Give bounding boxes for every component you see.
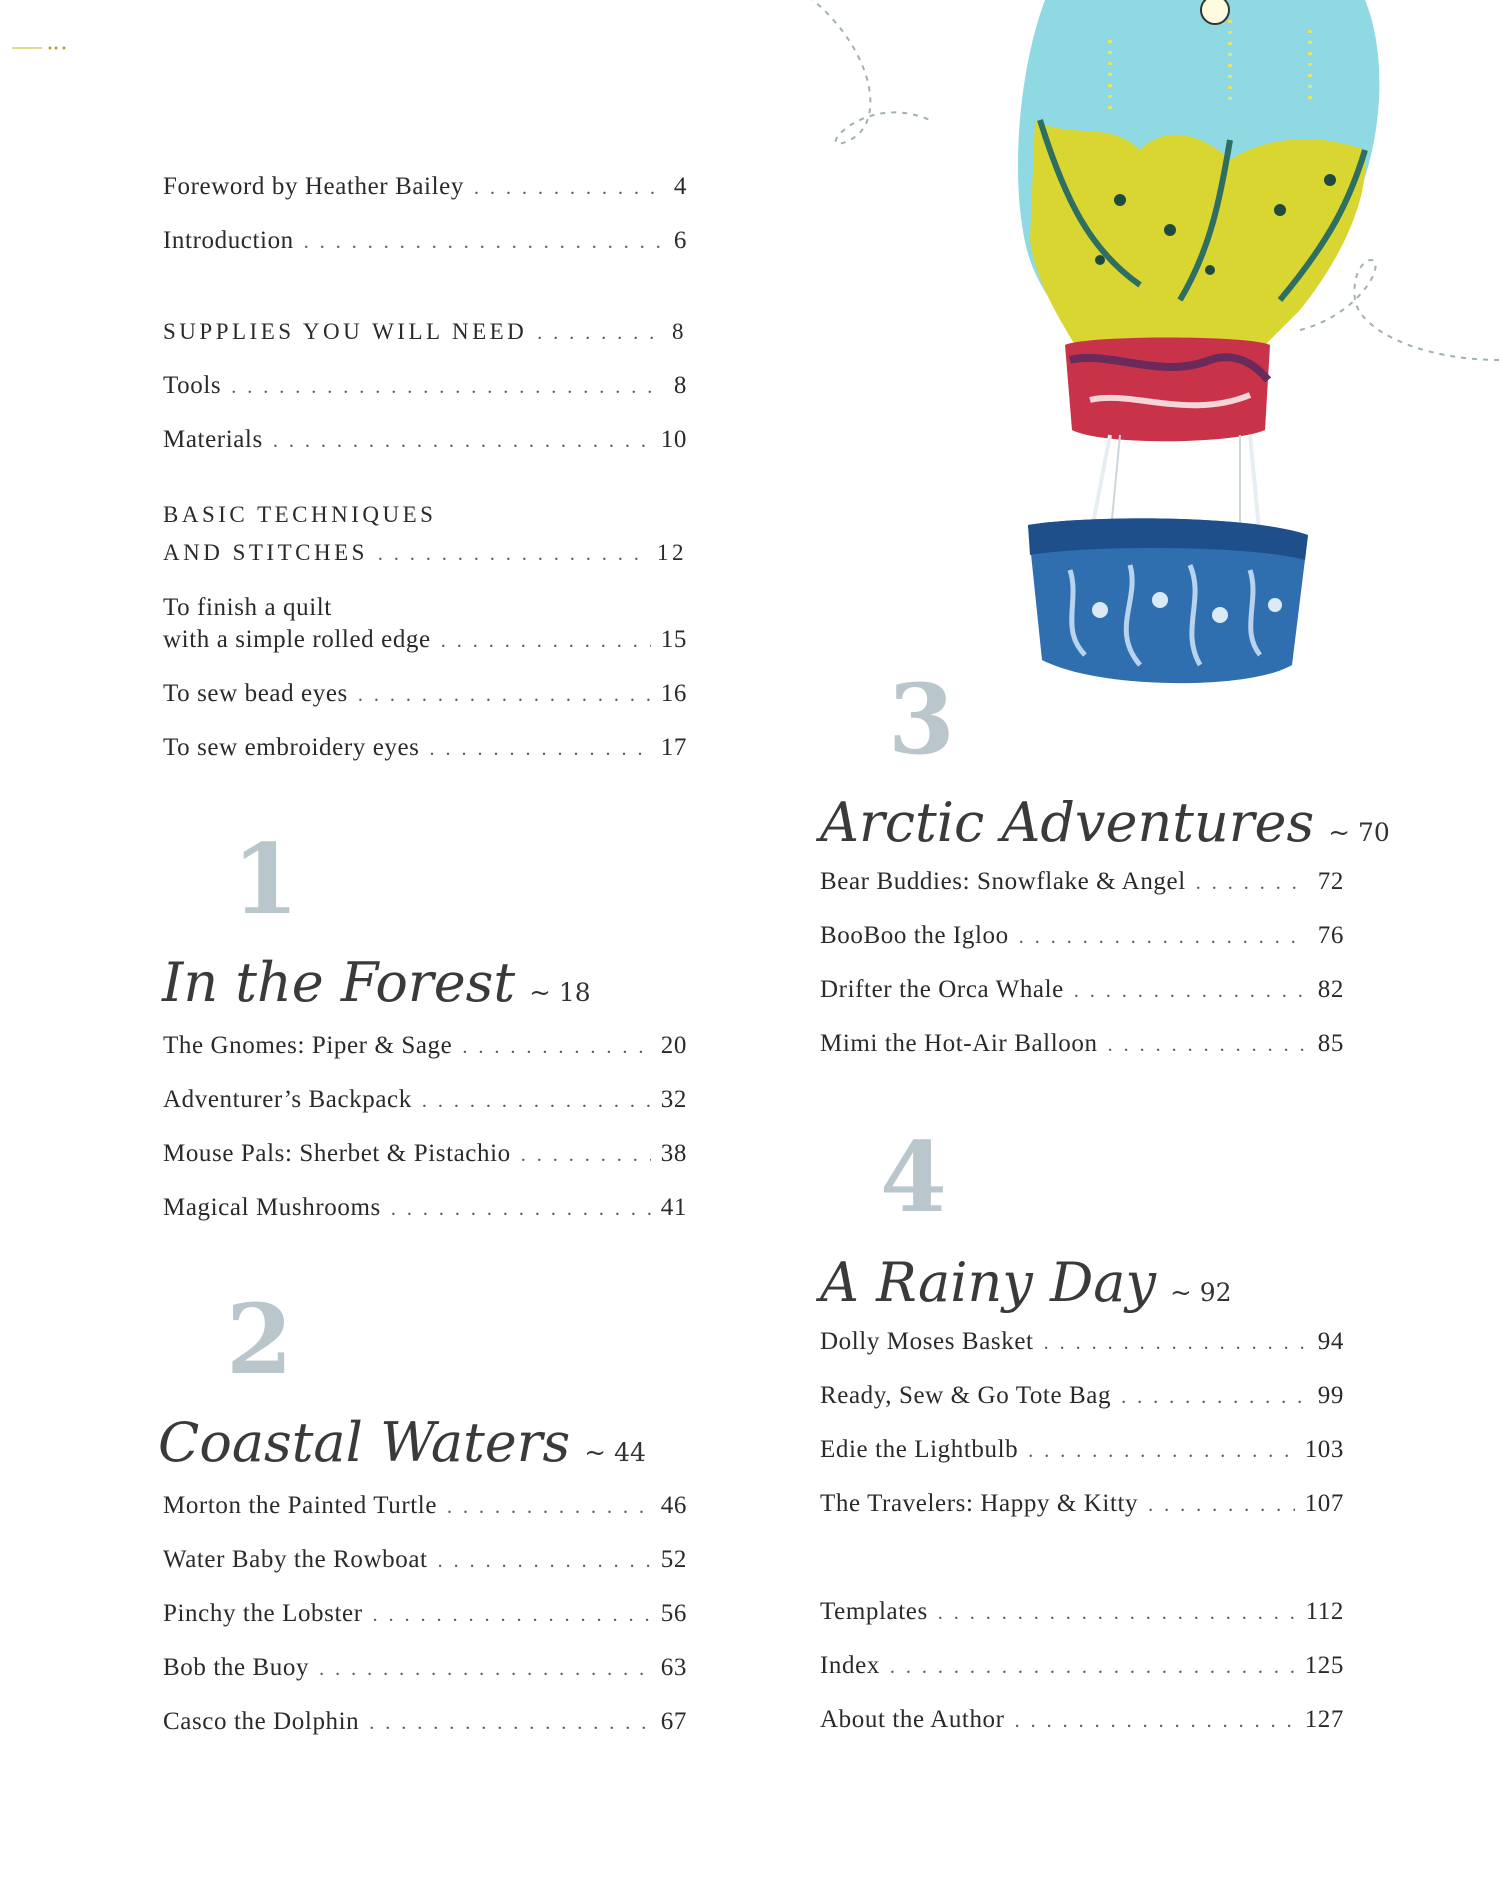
- toc-entry-page: 15: [660, 626, 687, 653]
- toc-entry-label: Morton the Painted Turtle: [163, 1492, 438, 1519]
- leader-dots: [391, 1198, 651, 1221]
- leader-dots: [1019, 926, 1308, 949]
- toc-entry-label: Edie the Lightbulb: [820, 1436, 1019, 1463]
- chapter-page: 70: [1358, 818, 1390, 847]
- toc-entry-lightbulb[interactable]: [820, 1436, 1344, 1464]
- toc-entry-page: 107: [1304, 1490, 1344, 1517]
- toc-entry-mouse-pals[interactable]: [163, 1140, 687, 1168]
- chapter-title-text: Arctic Adventures: [820, 791, 1315, 854]
- toc-entry-page: 82: [1317, 976, 1344, 1003]
- leader-dots: [1121, 1386, 1308, 1409]
- toc-entry-page: 20: [660, 1032, 687, 1059]
- toc-entry-buoy[interactable]: [163, 1654, 687, 1682]
- toc-entry-foreword[interactable]: [163, 173, 687, 201]
- toc-entry-label: Magical Mushrooms: [163, 1194, 381, 1221]
- toc-entry-gnomes[interactable]: [163, 1032, 687, 1060]
- leader-dots: [462, 1036, 650, 1059]
- title-dash: ~: [1169, 1278, 1192, 1308]
- chapter-page: 92: [1199, 1278, 1232, 1307]
- leader-dots: [304, 231, 664, 254]
- toc-entry-page: 52: [660, 1546, 687, 1573]
- leader-dots: [373, 1604, 651, 1627]
- toc-entry-page: 99: [1317, 1382, 1344, 1409]
- chapter-number: 2: [226, 1283, 293, 1396]
- chapter-title[interactable]: [820, 1251, 1232, 1314]
- chapter-page: 18: [558, 978, 591, 1007]
- chapter-title[interactable]: [158, 1411, 646, 1474]
- leader-dots: [231, 376, 664, 399]
- leader-dots: [1074, 980, 1308, 1003]
- toc-entry-bead-eyes[interactable]: [163, 680, 687, 708]
- toc-entry-page: 41: [660, 1194, 687, 1221]
- toc-entry-label: Foreword by Heather Bailey: [163, 173, 464, 200]
- hot-air-balloon-illustration: [810, 0, 1500, 720]
- toc-entry-page: 32: [660, 1086, 687, 1113]
- toc-entry-about-author[interactable]: [820, 1706, 1344, 1734]
- toc-entry-label: Drifter the Orca Whale: [820, 976, 1064, 1003]
- toc-entry-label-line1: To finish a quilt: [163, 594, 332, 621]
- leader-dots: [1044, 1332, 1308, 1355]
- toc-entry-label: Mouse Pals: Sherbet & Pistachio: [163, 1140, 511, 1167]
- toc-entry-page: 63: [660, 1654, 687, 1681]
- toc-entry-page: 17: [660, 734, 687, 761]
- toc-entry-igloo[interactable]: [820, 922, 1344, 950]
- toc-entry-page: 127: [1304, 1706, 1344, 1733]
- toc-entry-page: 4: [673, 173, 687, 200]
- toc-entry-backpack[interactable]: [163, 1086, 687, 1114]
- leader-dots: [447, 1496, 651, 1519]
- toc-entry-embroidery-eyes[interactable]: [163, 734, 687, 762]
- toc-entry-index[interactable]: [820, 1652, 1344, 1680]
- chapter-page: 44: [614, 1438, 646, 1467]
- toc-entry-orca[interactable]: [820, 976, 1344, 1004]
- toc-entry-label: Dolly Moses Basket: [820, 1328, 1034, 1355]
- toc-entry-label: The Gnomes: Piper & Sage: [163, 1032, 453, 1059]
- toc-entry-page: 46: [660, 1492, 687, 1519]
- toc-entry-label: To sew embroidery eyes: [163, 734, 420, 761]
- toc-entry-page: 38: [660, 1140, 687, 1167]
- toc-entry-page: 8: [673, 372, 687, 399]
- toc-section-supplies[interactable]: [163, 319, 687, 345]
- toc-entry-page: 67: [660, 1708, 687, 1735]
- toc-entry-label: Mimi the Hot-Air Balloon: [820, 1030, 1098, 1057]
- toc-entry-tools[interactable]: [163, 372, 687, 400]
- toc-entry-page: 103: [1304, 1436, 1344, 1463]
- leader-dots: [430, 738, 651, 761]
- leader-dots: [1015, 1710, 1295, 1733]
- leader-dots: [422, 1090, 651, 1113]
- corner-mark: [12, 44, 72, 52]
- toc-entry-page: 16: [660, 680, 687, 707]
- toc-entry-label: The Travelers: Happy & Kitty: [820, 1490, 1139, 1517]
- section-heading-line1: BASIC TECHNIQUES: [163, 502, 437, 527]
- toc-entry-label: Ready, Sew & Go Tote Bag: [820, 1382, 1112, 1409]
- toc-entry-page: 72: [1317, 868, 1344, 895]
- toc-entry-travelers[interactable]: [820, 1490, 1344, 1518]
- toc-entry-rolled-edge[interactable]: [163, 626, 687, 654]
- toc-entry-moses-basket[interactable]: [820, 1328, 1344, 1356]
- chapter-title[interactable]: [162, 951, 591, 1014]
- toc-entry-label: Templates: [820, 1598, 928, 1625]
- toc-entry-page: 8: [672, 319, 687, 344]
- toc-entry-label: Adventurer’s Backpack: [163, 1086, 412, 1113]
- leader-dots: [890, 1656, 1295, 1679]
- leader-dots: [521, 1144, 651, 1167]
- toc-entry-label: with a simple rolled edge: [163, 626, 431, 653]
- toc-entry-label: Index: [820, 1652, 880, 1679]
- toc-entry-label: Casco the Dolphin: [163, 1708, 360, 1735]
- leader-dots: [273, 430, 651, 453]
- toc-entry-hot-air-balloon[interactable]: [820, 1030, 1344, 1058]
- section-heading: SUPPLIES YOU WILL NEED: [163, 319, 528, 344]
- toc-entry-label: Bear Buddies: Snowflake & Angel: [820, 868, 1186, 895]
- toc-entry-page: 112: [1305, 1598, 1344, 1625]
- toc-entry-templates[interactable]: [820, 1598, 1344, 1626]
- toc-entry-label: Tools: [163, 372, 222, 399]
- toc-entry-materials[interactable]: [163, 426, 687, 454]
- toc-entry-label: BooBoo the Igloo: [820, 922, 1009, 949]
- chapter-number: 4: [880, 1121, 947, 1234]
- toc-entry-mushrooms[interactable]: [163, 1194, 687, 1222]
- title-dash: ~: [529, 978, 551, 1008]
- toc-entry-page: 94: [1317, 1328, 1344, 1355]
- toc-entry-turtle[interactable]: [163, 1492, 687, 1520]
- toc-entry-label: Pinchy the Lobster: [163, 1600, 363, 1627]
- toc-entry-page: 56: [660, 1600, 687, 1627]
- leader-dots: [1196, 872, 1308, 895]
- chapter-title-text: Coastal Waters: [158, 1411, 571, 1474]
- chapter-number: 3: [888, 663, 955, 776]
- toc-entry-lobster[interactable]: [163, 1600, 687, 1628]
- toc-entry-label: Materials: [163, 426, 263, 453]
- leader-dots: [1148, 1494, 1295, 1517]
- leader-dots: [1028, 1440, 1294, 1463]
- toc-entry-page: 12: [657, 540, 687, 565]
- chapter-title-text: A Rainy Day: [820, 1251, 1156, 1314]
- toc-entry-rowboat[interactable]: [163, 1546, 687, 1574]
- leader-dots: [319, 1658, 651, 1681]
- title-dash: ~: [1328, 818, 1350, 848]
- leader-dots: [938, 1602, 1296, 1625]
- toc-entry-introduction[interactable]: [163, 227, 687, 255]
- leader-dots: [1108, 1034, 1308, 1057]
- toc-entry-page: 10: [660, 426, 687, 453]
- leader-dots: [438, 1550, 651, 1573]
- chapter-number: 1: [232, 823, 299, 936]
- toc-entry-label: Bob the Buoy: [163, 1654, 310, 1681]
- leader-dots: [474, 177, 664, 200]
- toc-entry-page: 76: [1317, 922, 1344, 949]
- toc-entry-label: Introduction: [163, 227, 294, 254]
- toc-section-techniques[interactable]: [163, 540, 687, 566]
- leader-dots: [358, 684, 651, 707]
- toc-entry-page: 85: [1317, 1030, 1344, 1057]
- toc-entry-page: 125: [1304, 1652, 1344, 1679]
- toc-entry-bear-buddies[interactable]: [820, 868, 1344, 896]
- leader-dots: [537, 322, 662, 345]
- toc-entry-page: 6: [673, 227, 687, 254]
- chapter-title[interactable]: [820, 791, 1390, 854]
- leader-dots: [369, 1712, 651, 1735]
- toc-entry-dolphin[interactable]: [163, 1708, 687, 1736]
- toc-entry-label: About the Author: [820, 1706, 1005, 1733]
- toc-entry-label: To sew bead eyes: [163, 680, 348, 707]
- toc-entry-label: Water Baby the Rowboat: [163, 1546, 428, 1573]
- section-heading-line2: AND STITCHES: [163, 540, 368, 565]
- title-dash: ~: [584, 1438, 607, 1468]
- toc-entry-tote-bag[interactable]: [820, 1382, 1344, 1410]
- leader-dots: [378, 543, 647, 566]
- leader-dots: [441, 630, 651, 653]
- chapter-title-text: In the Forest: [162, 951, 516, 1014]
